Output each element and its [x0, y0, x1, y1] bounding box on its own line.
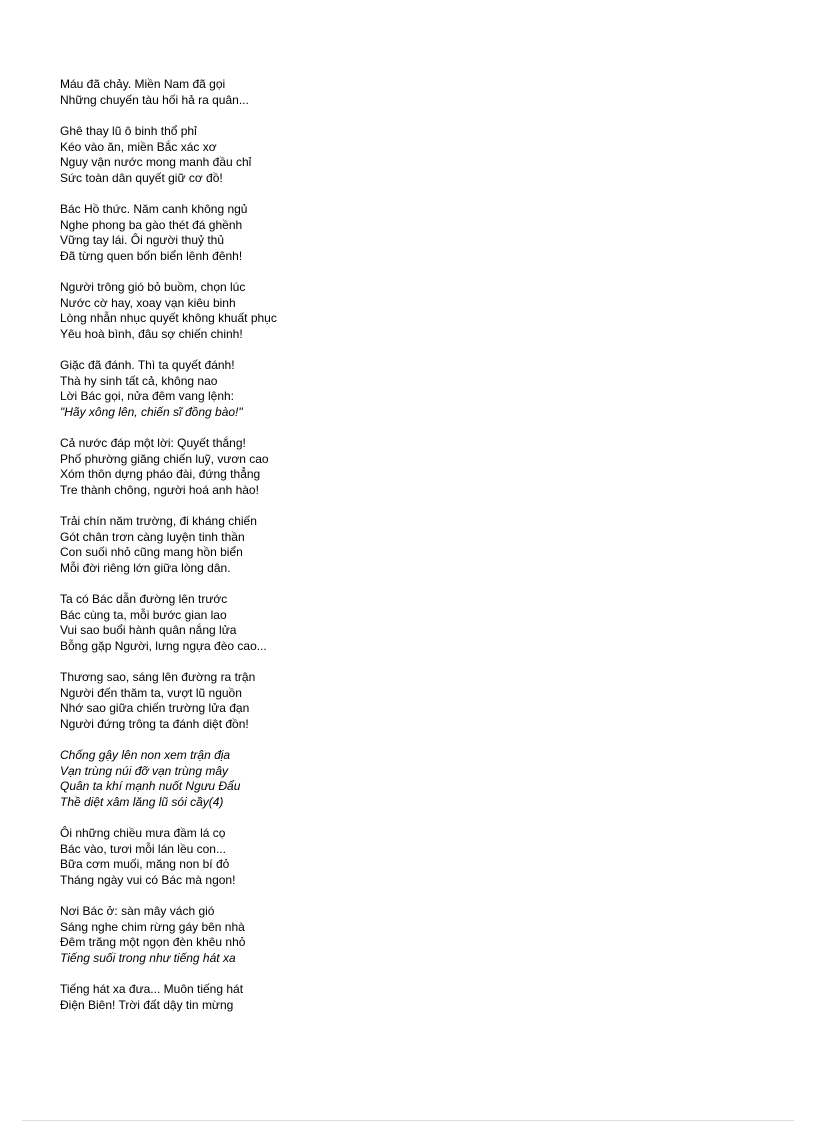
poem-line: Con suối nhỏ cũng mang hồn biển — [60, 545, 243, 559]
poem-line: "Hãy xông lên, chiến sĩ đồng bào!" — [60, 404, 243, 419]
stanza — [60, 436, 760, 498]
stanza — [60, 358, 760, 420]
poem-line: Ta có Bác dẫn đường lên trước — [60, 592, 228, 606]
poem-line: Máu đã chảy. Miền Nam đã gọi — [60, 77, 226, 91]
poem-line: Sáng nghe chim rừng gáy bên nhà — [60, 919, 245, 934]
stanza — [60, 124, 760, 186]
poem-line: Giặc đã đánh. Thì ta quyết đánh! — [60, 358, 235, 372]
stanza — [60, 748, 760, 810]
poem-line: Quân ta khí mạnh nuốt Ngưu Đẩu — [60, 779, 241, 793]
stanza — [60, 904, 760, 966]
poem-line: Ôi những chiều mưa đầm lá cọ — [60, 826, 226, 840]
poem-line: Người đến thăm ta, vượt lũ nguồn — [60, 685, 242, 700]
poem-line: Ghê thay lũ ô binh thổ phỉ — [60, 124, 197, 138]
poem-line: Thà hy sinh tất cả, không nao — [60, 373, 218, 388]
stanza — [60, 202, 760, 264]
poem-line: Xóm thôn dựng pháo đài, đứng thẳng — [60, 467, 261, 481]
stanza — [60, 514, 760, 576]
poem-line: Đêm trăng một ngọn đèn khêu nhỏ — [60, 935, 246, 949]
poem-line: Bác vào, tươi mỗi lán lều con... — [60, 841, 226, 856]
poem-line: Vững tay lái. Ôi người thuỷ thủ — [60, 233, 225, 247]
poem-line: Nước cờ hay, xoay vạn kiêu binh — [60, 295, 236, 310]
poem-line: Kéo vào ăn, miền Bắc xác xơ — [60, 139, 217, 154]
poem-line: Gót chân trơn càng luyện tinh thần — [60, 529, 245, 544]
poem-line: Điện Biên! Trời đất dậy tin mừng — [60, 997, 234, 1012]
poem-line: Cả nước đáp một lời: Quyết thắng! — [60, 436, 246, 450]
poem-line: Tre thành chông, người hoá anh hào! — [60, 482, 259, 497]
poem-line: Lòng nhẫn nhục quyết không khuất phục — [60, 311, 277, 325]
poem-line: Nhớ sao giữa chiến trường lửa đạn — [60, 701, 250, 715]
poem-line: Nguy vận nước mong manh đầu chỉ — [60, 155, 252, 169]
poem-line: Nghe phong ba gào thét đá ghềnh — [60, 217, 243, 232]
poem-line: Sức toàn dân quyết giữ cơ đồ! — [60, 170, 223, 185]
poem-line: Bữa cơm muối, măng non bí đỏ — [60, 857, 230, 871]
poem-line: Vui sao buổi hành quân nắng lửa — [60, 623, 237, 637]
poem-line: Bỗng gặp Người, lưng ngựa đèo cao... — [60, 638, 267, 653]
poem-line: Tiếng hát xa đưa... Muôn tiếng hát — [60, 982, 244, 996]
poem-line: Thề diệt xâm lăng lũ sói cầy(4) — [60, 794, 224, 809]
poem-line: Phố phường giăng chiến luỹ, vươn cao — [60, 451, 269, 466]
stanza — [60, 982, 760, 1013]
poem-line: Yêu hoà bình, đâu sợ chiến chinh! — [60, 326, 243, 341]
stanza — [60, 592, 760, 654]
stanza — [60, 826, 760, 888]
stanza — [60, 280, 760, 342]
poem-line: Đã từng quen bốn biển lênh đênh! — [60, 248, 243, 263]
poem-line: Trải chín năm trường, đi kháng chiến — [60, 514, 257, 528]
poem-line: Tháng ngày vui có Bác mà ngon! — [60, 872, 236, 887]
stanza — [60, 77, 760, 108]
poem-line: Lời Bác gọi, nửa đêm vang lệnh: — [60, 389, 235, 403]
poem-line: Người đứng trông ta đánh diệt đồn! — [60, 716, 249, 731]
poem-line: Thương sao, sáng lên đường ra trận — [60, 670, 256, 684]
poem-line: Những chuyến tàu hối hả ra quân... — [60, 92, 249, 107]
poem-line: Bác Hồ thức. Năm canh không ngủ — [60, 202, 248, 216]
stanza — [60, 670, 760, 732]
poem-line: Vạn trùng núi đỡ vạn trùng mây — [60, 763, 229, 778]
poem-line: Chống gậy lên non xem trận địa — [60, 748, 231, 762]
poem-line: Mỗi đời riêng lớn giữa lòng dân. — [60, 560, 231, 575]
page-bottom-divider — [22, 1120, 794, 1121]
poem-line: Bác cùng ta, mỗi bước gian lao — [60, 607, 227, 622]
poem-line: Tiếng suối trong như tiếng hát xa — [60, 950, 236, 965]
poem-body — [60, 77, 760, 1029]
poem-line: Người trông gió bỏ buồm, chọn lúc — [60, 280, 246, 294]
poem-line: Nơi Bác ở: sàn mây vách gió — [60, 904, 215, 918]
